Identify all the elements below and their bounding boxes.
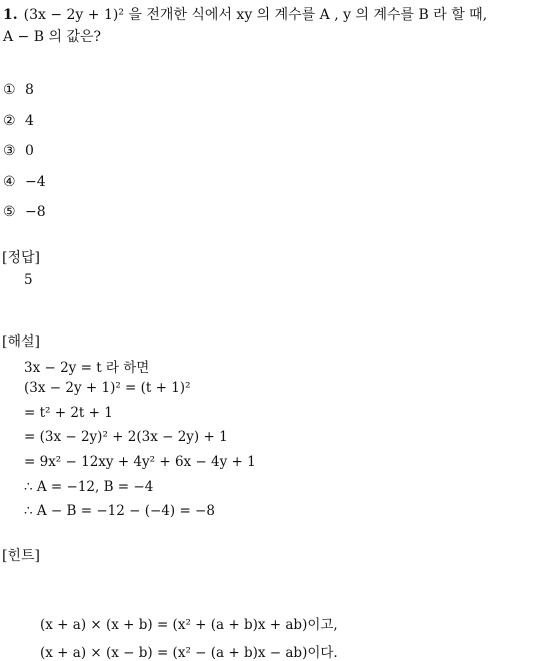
explanation-line: = 9x² − 12xy + 4y² + 6x − 4y + 1 xyxy=(24,454,256,470)
question-line-2: A − B 의 값은? xyxy=(3,29,102,45)
option-value: 0 xyxy=(25,143,34,159)
explanation-line: ∴ A − B = −12 − (−4) = −8 xyxy=(24,503,215,519)
explanation-label: [해설] xyxy=(2,334,40,350)
hint-line: (x + a) × (x + b) = (x² + (a + b)x + ab)이고, xyxy=(40,617,338,633)
answer-value: 5 xyxy=(24,272,33,288)
option-marker: ⑤ xyxy=(3,204,16,220)
option-value: 8 xyxy=(25,82,34,98)
option-2[interactable] xyxy=(3,113,34,129)
explanation-line: (3x − 2y + 1)² = (t + 1)² xyxy=(24,380,191,396)
option-marker: ① xyxy=(3,82,16,98)
question-line-1 xyxy=(3,4,487,24)
explanation-line: 3x − 2y = t 라 하면 xyxy=(24,360,150,376)
hint-line: (x + a) × (x − b) = (x² − (a + b)x − ab)이다. xyxy=(40,645,338,661)
option-3[interactable] xyxy=(3,143,34,159)
option-1[interactable] xyxy=(3,82,34,98)
answer-label: [정답] xyxy=(2,250,40,266)
option-value: −8 xyxy=(25,204,46,220)
question-text-1: (3x − 2y + 1)² 을 전개한 식에서 xy 의 계수를 A , y 의 계수를 B 라 할 때, xyxy=(23,7,488,23)
explanation-line: = t² + 2t + 1 xyxy=(24,405,113,421)
option-4[interactable] xyxy=(3,174,46,190)
question-number: 1. xyxy=(3,7,18,23)
explanation-line: ∴ A = −12, B = −4 xyxy=(24,479,154,495)
option-value: −4 xyxy=(25,174,46,190)
hint-label: [힌트] xyxy=(2,548,40,564)
option-marker: ④ xyxy=(3,174,16,190)
option-value: 4 xyxy=(25,113,34,129)
option-marker: ② xyxy=(3,113,16,129)
option-marker: ③ xyxy=(3,143,16,159)
explanation-line: = (3x − 2y)² + 2(3x − 2y) + 1 xyxy=(24,429,228,445)
option-5[interactable] xyxy=(3,204,46,220)
